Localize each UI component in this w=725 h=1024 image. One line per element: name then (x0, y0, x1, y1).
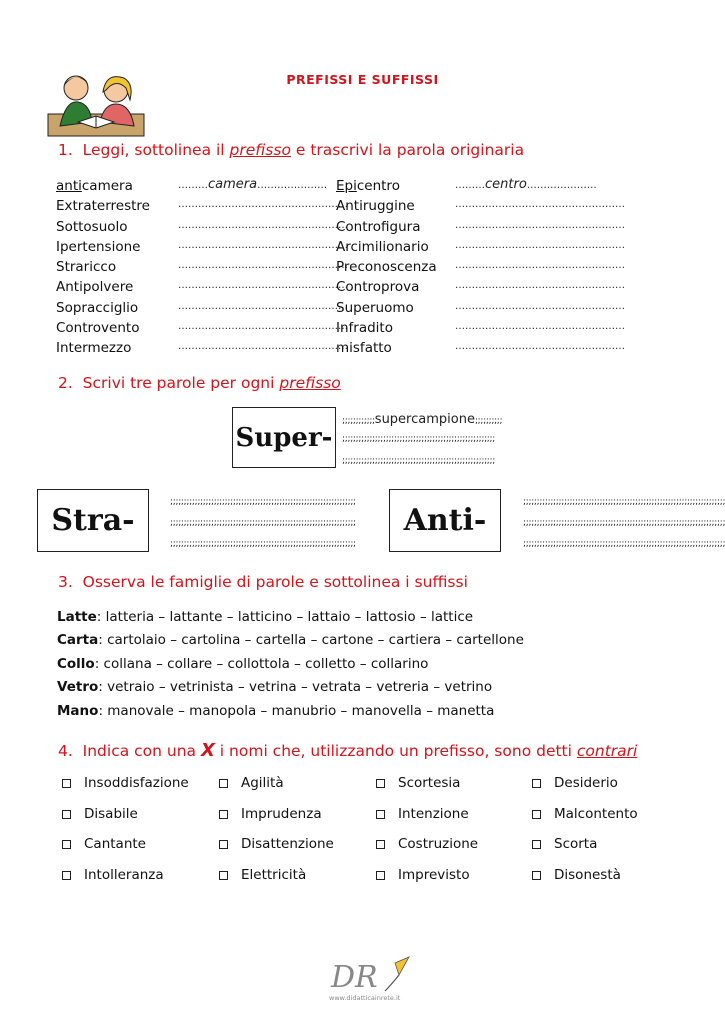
option-label: Elettricità (241, 867, 307, 883)
logo-lettering: DR (331, 960, 378, 995)
answer-line[interactable]: …………………………………………… (178, 260, 348, 272)
option-label: Desiderio (554, 775, 618, 791)
option-label: Costruzione (398, 836, 479, 852)
source-word (56, 219, 128, 235)
super-answer-line-1[interactable]: ;;;;;;;;;;;;supercampione;;;;;;;;;; (342, 412, 503, 427)
word-rest: Infradito (336, 320, 393, 337)
option-label: Insoddisfazione (84, 775, 189, 791)
word-family-carta: Carta: cartolaio – cartolina – cartella – cartone – cartiera – cartellone (57, 632, 524, 648)
checkbox[interactable] (376, 871, 385, 880)
super-answer-line-3[interactable]: ;;;;;;;;;;;;;;;;;;;;;;;;;;;;;;;;;;;;;;;;;;;;;;;;;;;;;;;; (342, 456, 496, 466)
exercise-1-row (56, 175, 328, 195)
source-word (56, 320, 139, 336)
source-word (56, 279, 133, 295)
word-rest: Controfigura (336, 218, 421, 235)
exercise-1-row (336, 337, 625, 357)
answer-line[interactable]: …………………………………………… (455, 280, 625, 292)
answer-line[interactable]: …………………………………………… (455, 199, 625, 211)
word-rest: Sottosuolo (56, 218, 128, 235)
checkbox[interactable] (62, 871, 71, 880)
checkbox[interactable] (376, 810, 385, 819)
exercise-1-row (336, 195, 625, 215)
source-word (56, 340, 131, 356)
answer-line[interactable]: …………………………………………… (178, 219, 348, 231)
footer-site-text: www.didatticainrete.it (329, 994, 401, 1002)
source-word (336, 219, 421, 235)
option-item (376, 806, 469, 822)
checkbox[interactable] (532, 840, 541, 849)
answer-line[interactable]: …………………………………………… (455, 341, 625, 353)
option-label: Imprevisto (398, 867, 470, 883)
source-word (56, 259, 116, 275)
word-rest: Sopracciglio (56, 299, 139, 316)
option-item (376, 775, 460, 791)
word-rest: misfatto (336, 340, 392, 357)
word-rest: Straricco (56, 259, 117, 276)
answer-line[interactable]: …………………………………………… (178, 199, 348, 211)
word-rest: Ipertensione (56, 238, 141, 255)
word-rest: Antipolvere (56, 279, 134, 296)
word-rest: Antiruggine (336, 198, 415, 215)
option-item (62, 867, 164, 883)
option-item (219, 836, 334, 852)
source-word (336, 198, 415, 214)
option-label: Agilità (241, 775, 284, 791)
source-word (336, 279, 419, 295)
anti-answer-line-2[interactable]: ;;;;;;;;;;;;;;;;;;;;;;;;;;;;;;;;;;;;;;;;;;;;;;;;;;;;;;;;;;;;;;;;;;;;;;;;;; (523, 518, 725, 528)
answer-line[interactable]: …………………………………………… (178, 280, 348, 292)
word-rest: camera (81, 178, 133, 194)
option-item (532, 867, 621, 883)
word-rest: Intermezzo (56, 340, 132, 357)
exercise-1-row (336, 236, 625, 256)
option-label: Intolleranza (84, 867, 164, 883)
checkbox[interactable] (62, 779, 71, 788)
source-word (56, 178, 133, 194)
option-label: Disonestà (554, 867, 621, 883)
checkbox[interactable] (62, 840, 71, 849)
word-rest: Extraterrestre (56, 198, 150, 215)
stra-answer-line-3[interactable]: ;;;;;;;;;;;;;;;;;;;;;;;;;;;;;;;;;;;;;;;;;;;;;;;;;;;;;;;;;;;;;;;;;;;; (170, 539, 356, 549)
super-answer-line-2[interactable]: ;;;;;;;;;;;;;;;;;;;;;;;;;;;;;;;;;;;;;;;;;;;;;;;;;;;;;;;; (342, 434, 496, 444)
answer-line[interactable]: …………………………………………… (178, 341, 348, 353)
prefix-box-stra: Stra- (37, 489, 149, 552)
answer-line[interactable]: …………………………………………… (455, 300, 625, 312)
option-item (219, 867, 306, 883)
children-reading-illustration (46, 70, 146, 138)
option-item (532, 806, 638, 822)
option-label: Cantante (84, 836, 146, 852)
word-rest: Controprova (336, 279, 420, 296)
anti-answer-line-3[interactable]: ;;;;;;;;;;;;;;;;;;;;;;;;;;;;;;;;;;;;;;;;;;;;;;;;;;;;;;;;;;;;;;;;;;;;;;;;;; (523, 539, 725, 549)
source-word (56, 300, 138, 316)
answer-line[interactable]: …………………………………………… (455, 321, 625, 333)
exercise-1-row (56, 236, 348, 256)
word-rest: Superuomo (336, 299, 414, 316)
option-item (532, 836, 597, 852)
example-answer: camera (208, 177, 258, 192)
exercise-1-heading: 1. Leggi, sottolinea il prefisso e trascrivi la parola originaria (58, 141, 525, 159)
option-item (376, 867, 470, 883)
word-rest: centro (356, 178, 400, 194)
option-label: Scorta (554, 836, 598, 852)
option-label: Disattenzione (241, 836, 334, 852)
anti-answer-line-1[interactable]: ;;;;;;;;;;;;;;;;;;;;;;;;;;;;;;;;;;;;;;;;;;;;;;;;;;;;;;;;;;;;;;;;;;;;;;;;;; (523, 497, 725, 507)
checkbox[interactable] (219, 871, 228, 880)
word-family-latte: Latte: latteria – lattante – latticino – lattaio – lattosio – lattice (57, 609, 474, 625)
checkbox[interactable] (219, 779, 228, 788)
stra-answer-line-1[interactable]: ;;;;;;;;;;;;;;;;;;;;;;;;;;;;;;;;;;;;;;;;;;;;;;;;;;;;;;;;;;;;;;;;;;;; (170, 497, 356, 507)
answer-line[interactable]: ………camera………………… (178, 177, 328, 192)
word-family-vetro: Vetro: vetraio – vetrinista – vetrina – vetrata – vetreria – vetrino (57, 679, 493, 695)
exercise-1-row (336, 175, 597, 195)
exercise-1-row (56, 317, 348, 337)
answer-line[interactable]: …………………………………………… (455, 219, 625, 231)
exercise-1-row (56, 276, 348, 296)
option-label: Disabile (84, 806, 138, 822)
source-word (56, 198, 150, 214)
source-word (336, 178, 400, 194)
exercise-1-row (56, 216, 348, 236)
exercise-1-row (336, 216, 625, 236)
word-rest: Preconoscenza (336, 259, 437, 276)
option-item (62, 836, 146, 852)
checkbox[interactable] (219, 810, 228, 819)
checkbox[interactable] (532, 871, 541, 880)
option-label: Scortesia (398, 775, 461, 791)
option-item (219, 806, 322, 822)
exercise-1-right-column (336, 175, 625, 358)
page-title: PREFISSI E SUFFISSI (286, 72, 439, 87)
didatticainrete-logo (325, 955, 415, 1003)
exercise-1-row (336, 297, 625, 317)
option-item (532, 775, 618, 791)
source-word (336, 320, 393, 336)
exercise-3-heading: 3. Osserva le famiglie di parole e sottolinea i suffissi (58, 573, 468, 591)
exercise-1-row (56, 195, 348, 215)
exercise-1-row (56, 337, 348, 357)
exercise-2-heading: 2. Scrivi tre parole per ogni prefisso (58, 374, 341, 392)
option-item (62, 775, 189, 791)
checkbox[interactable] (62, 810, 71, 819)
exercise-4-heading: 4. Indica con una X i nomi che, utilizzando un prefisso, sono detti contrari (58, 740, 638, 761)
exercise-1-row (56, 297, 348, 317)
source-word (56, 239, 140, 255)
exercise-1-row (56, 256, 348, 276)
option-item (376, 836, 478, 852)
checkbox[interactable] (532, 779, 541, 788)
answer-line[interactable]: …………………………………………… (178, 239, 348, 251)
answer-line[interactable]: …………………………………………… (178, 321, 348, 333)
checkbox[interactable] (219, 840, 228, 849)
stra-answer-line-2[interactable]: ;;;;;;;;;;;;;;;;;;;;;;;;;;;;;;;;;;;;;;;;;;;;;;;;;;;;;;;;;;;;;;;;;;;; (170, 518, 356, 528)
option-label: Imprudenza (241, 806, 322, 822)
exercise-1-row (336, 276, 625, 296)
answer-line[interactable]: …………………………………………… (455, 239, 625, 251)
prefix-box-super: Super- (232, 407, 336, 468)
answer-line[interactable]: …………………………………………… (455, 260, 625, 272)
answer-line[interactable]: …………………………………………… (178, 300, 348, 312)
answer-line[interactable]: ………centro………………… (455, 177, 597, 192)
source-word (336, 340, 392, 356)
source-word (336, 239, 429, 255)
checkbox[interactable] (532, 810, 541, 819)
word-rest: Arcimilionario (336, 238, 429, 255)
word-rest: Controvento (56, 320, 140, 337)
exercise-1-row (336, 256, 625, 276)
super-example-answer: supercampione (374, 412, 475, 427)
source-word (336, 259, 437, 275)
checkbox[interactable] (376, 840, 385, 849)
exercise-1-row (336, 317, 625, 337)
x-mark: X (200, 740, 215, 761)
option-item (62, 806, 138, 822)
word-family-collo: Collo: collana – collare – collottola – colletto – collarino (57, 656, 429, 672)
option-label: Malcontento (554, 806, 638, 822)
underlined-prefix: anti (56, 178, 82, 194)
prefix-box-anti: Anti- (389, 489, 501, 552)
underlined-prefix: Epi (336, 178, 357, 194)
example-answer: centro (485, 177, 527, 192)
option-item (219, 775, 284, 791)
checkbox[interactable] (376, 779, 385, 788)
option-label: Intenzione (398, 806, 469, 822)
source-word (336, 300, 414, 316)
word-family-mano: Mano: manovale – manopola – manubrio – manovella – manetta (57, 703, 495, 719)
